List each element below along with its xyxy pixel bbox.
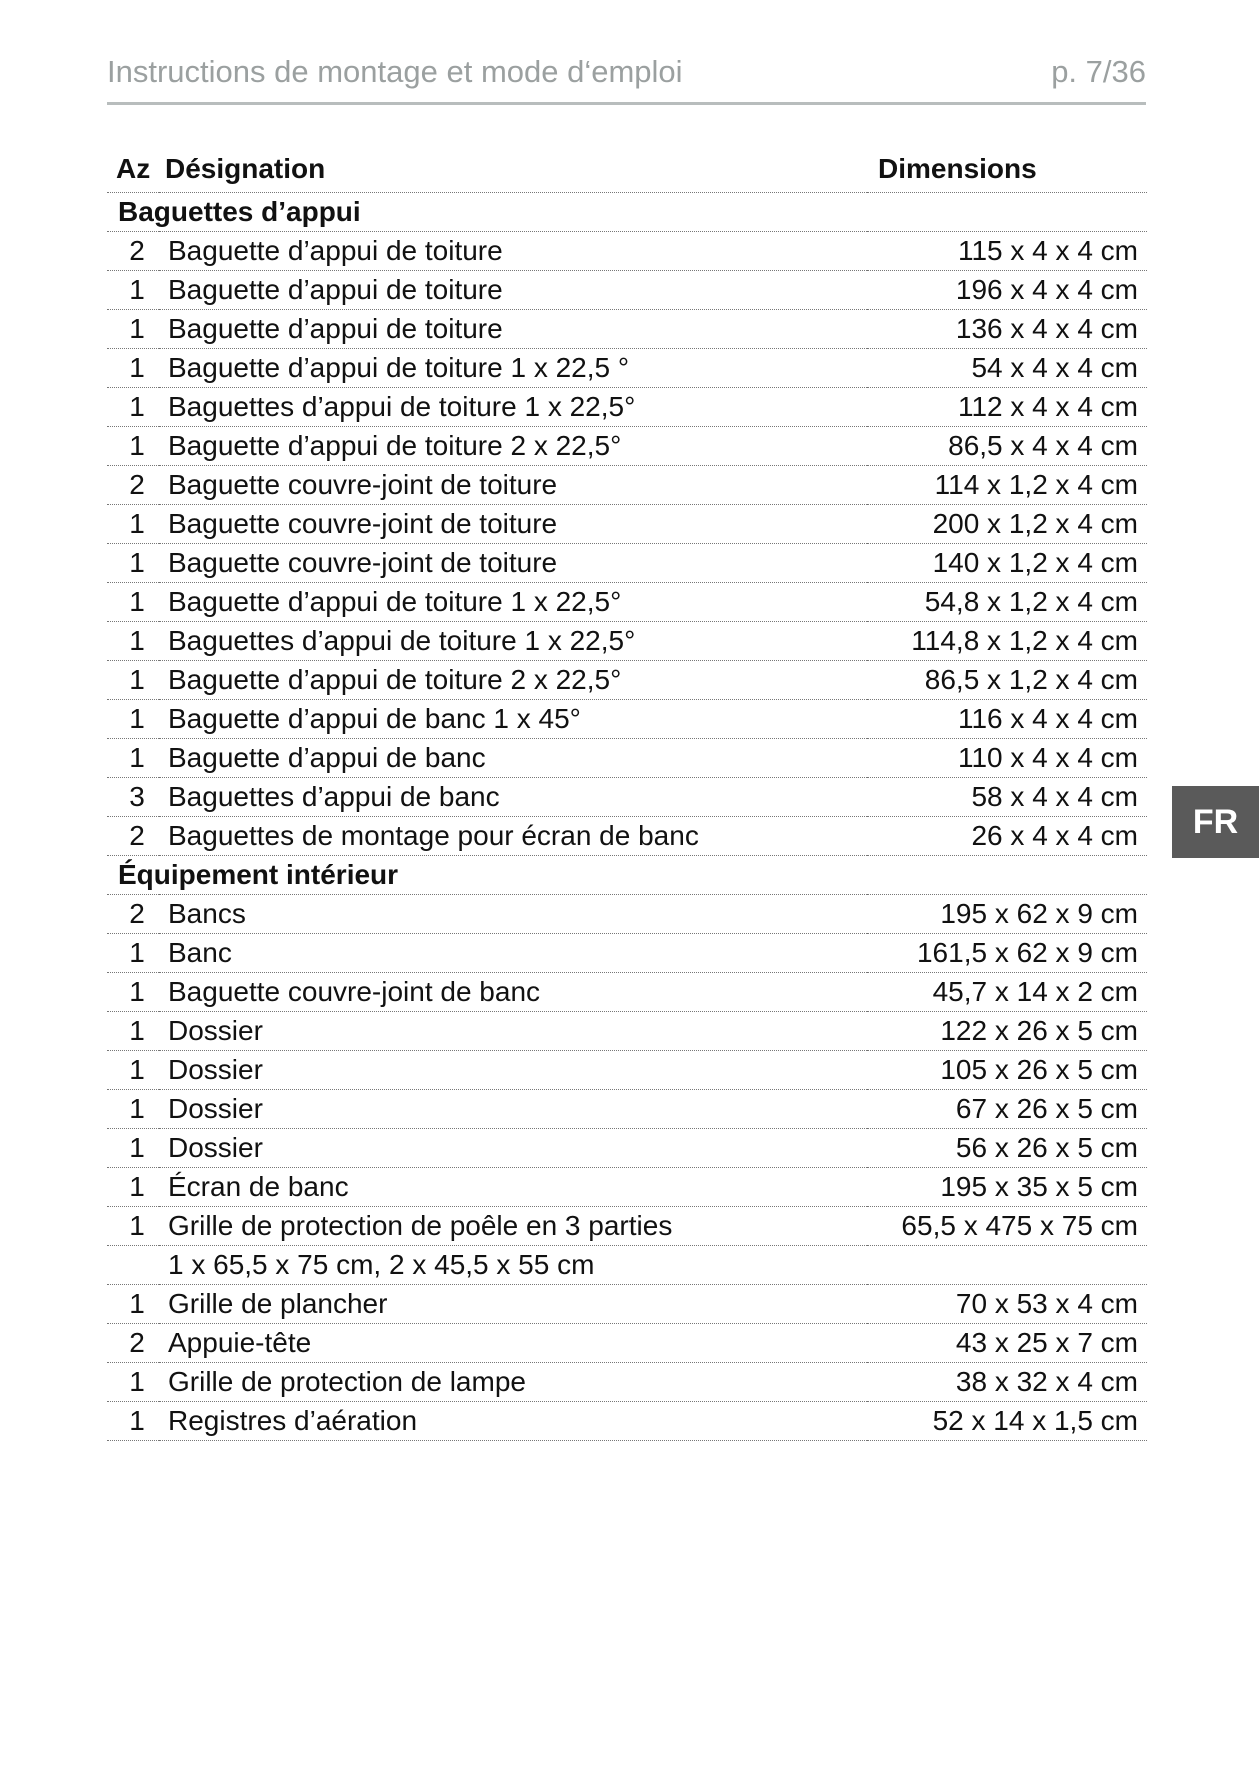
designation-cell: Baguette d’appui de toiture: [159, 232, 867, 271]
table-row: [107, 1285, 1147, 1324]
quantity-cell: 1: [107, 427, 159, 466]
dimensions-cell: 195 x 62 x 9 cm: [867, 895, 1147, 934]
dimensions-cell: [867, 1246, 1147, 1285]
designation-cell: 1 x 65,5 x 75 cm, 2 x 45,5 x 55 cm: [159, 1246, 867, 1285]
table-row: [107, 1246, 1147, 1285]
table-row: [107, 349, 1147, 388]
column-header-dimensions: Dimensions: [867, 146, 1147, 193]
table-row: [107, 505, 1147, 544]
dimensions-cell: 56 x 26 x 5 cm: [867, 1129, 1147, 1168]
table-row: [107, 817, 1147, 856]
designation-cell: Grille de protection de lampe: [159, 1363, 867, 1402]
section-title: Équipement intérieur: [107, 856, 1147, 895]
table-row: [107, 1324, 1147, 1363]
page-header: [107, 50, 1146, 105]
dimensions-cell: 70 x 53 x 4 cm: [867, 1285, 1147, 1324]
table-row: [107, 427, 1147, 466]
quantity-cell: 1: [107, 739, 159, 778]
designation-cell: Bancs: [159, 895, 867, 934]
table-row: [107, 232, 1147, 271]
designation-cell: Baguettes d’appui de toiture 1 x 22,5°: [159, 388, 867, 427]
designation-cell: Baguette d’appui de banc: [159, 739, 867, 778]
designation-cell: Écran de banc: [159, 1168, 867, 1207]
quantity-cell: 1: [107, 1207, 159, 1246]
quantity-cell: 1: [107, 934, 159, 973]
table-row: [107, 700, 1147, 739]
page-number: p. 7/36: [1051, 54, 1146, 89]
quantity-cell: 1: [107, 1168, 159, 1207]
designation-cell: Baguette couvre-joint de banc: [159, 973, 867, 1012]
designation-cell: Registres d’aération: [159, 1402, 867, 1441]
table-row: [107, 1012, 1147, 1051]
quantity-cell: 1: [107, 1090, 159, 1129]
quantity-cell: [107, 1246, 159, 1285]
quantity-cell: 3: [107, 778, 159, 817]
designation-cell: Baguette d’appui de toiture 1 x 22,5°: [159, 583, 867, 622]
language-tab: FR: [1172, 786, 1259, 858]
document-title: Instructions de montage et mode d‘emploi: [107, 54, 683, 89]
dimensions-cell: 54 x 4 x 4 cm: [867, 349, 1147, 388]
section-header-row: [107, 856, 1147, 895]
table-row: [107, 1363, 1147, 1402]
dimensions-cell: 114,8 x 1,2 x 4 cm: [867, 622, 1147, 661]
designation-cell: Dossier: [159, 1129, 867, 1168]
section-title: Baguettes d’appui: [107, 193, 1147, 232]
table-row: [107, 661, 1147, 700]
table-row: [107, 934, 1147, 973]
designation-cell: Grille de plancher: [159, 1285, 867, 1324]
quantity-cell: 1: [107, 661, 159, 700]
table-body: [107, 193, 1147, 1441]
column-header-designation: Désignation: [159, 146, 867, 193]
quantity-cell: 1: [107, 1363, 159, 1402]
quantity-cell: 2: [107, 1324, 159, 1363]
dimensions-cell: 140 x 1,2 x 4 cm: [867, 544, 1147, 583]
designation-cell: Baguette d’appui de toiture 2 x 22,5°: [159, 661, 867, 700]
quantity-cell: 1: [107, 388, 159, 427]
dimensions-cell: 105 x 26 x 5 cm: [867, 1051, 1147, 1090]
dimensions-cell: 45,7 x 14 x 2 cm: [867, 973, 1147, 1012]
table-row: [107, 778, 1147, 817]
quantity-cell: 1: [107, 505, 159, 544]
designation-cell: Banc: [159, 934, 867, 973]
quantity-cell: 1: [107, 1051, 159, 1090]
dimensions-cell: 196 x 4 x 4 cm: [867, 271, 1147, 310]
quantity-cell: 1: [107, 310, 159, 349]
dimensions-cell: 115 x 4 x 4 cm: [867, 232, 1147, 271]
dimensions-cell: 54,8 x 1,2 x 4 cm: [867, 583, 1147, 622]
quantity-cell: 2: [107, 466, 159, 505]
dimensions-cell: 86,5 x 4 x 4 cm: [867, 427, 1147, 466]
table-row: [107, 310, 1147, 349]
quantity-cell: 1: [107, 973, 159, 1012]
dimensions-cell: 43 x 25 x 7 cm: [867, 1324, 1147, 1363]
designation-cell: Baguette couvre-joint de toiture: [159, 466, 867, 505]
designation-cell: Baguette d’appui de toiture: [159, 310, 867, 349]
column-header-az: Az: [107, 146, 159, 193]
table-row: [107, 973, 1147, 1012]
quantity-cell: 2: [107, 817, 159, 856]
dimensions-cell: 114 x 1,2 x 4 cm: [867, 466, 1147, 505]
quantity-cell: 1: [107, 1129, 159, 1168]
designation-cell: Baguettes d’appui de toiture 1 x 22,5°: [159, 622, 867, 661]
quantity-cell: 1: [107, 271, 159, 310]
designation-cell: Appuie-tête: [159, 1324, 867, 1363]
dimensions-cell: 110 x 4 x 4 cm: [867, 739, 1147, 778]
designation-cell: Baguettes d’appui de banc: [159, 778, 867, 817]
dimensions-cell: 122 x 26 x 5 cm: [867, 1012, 1147, 1051]
table-row: [107, 388, 1147, 427]
dimensions-cell: 161,5 x 62 x 9 cm: [867, 934, 1147, 973]
dimensions-cell: 65,5 x 475 x 75 cm: [867, 1207, 1147, 1246]
table-row: [107, 895, 1147, 934]
table-row: [107, 1207, 1147, 1246]
table-row: [107, 544, 1147, 583]
quantity-cell: 2: [107, 232, 159, 271]
designation-cell: Dossier: [159, 1051, 867, 1090]
table-row: [107, 271, 1147, 310]
dimensions-cell: 58 x 4 x 4 cm: [867, 778, 1147, 817]
dimensions-cell: 38 x 32 x 4 cm: [867, 1363, 1147, 1402]
table-row: [107, 1051, 1147, 1090]
designation-cell: Grille de protection de poêle en 3 parties: [159, 1207, 867, 1246]
designation-cell: Baguette d’appui de toiture 2 x 22,5°: [159, 427, 867, 466]
quantity-cell: 1: [107, 1285, 159, 1324]
quantity-cell: 2: [107, 895, 159, 934]
quantity-cell: 1: [107, 544, 159, 583]
table-row: [107, 622, 1147, 661]
designation-cell: Baguettes de montage pour écran de banc: [159, 817, 867, 856]
designation-cell: Dossier: [159, 1090, 867, 1129]
table-row: [107, 583, 1147, 622]
table-row: [107, 1129, 1147, 1168]
dimensions-cell: 112 x 4 x 4 cm: [867, 388, 1147, 427]
dimensions-cell: 116 x 4 x 4 cm: [867, 700, 1147, 739]
designation-cell: Baguette d’appui de toiture: [159, 271, 867, 310]
designation-cell: Baguette d’appui de banc 1 x 45°: [159, 700, 867, 739]
quantity-cell: 1: [107, 583, 159, 622]
designation-cell: Baguette couvre-joint de toiture: [159, 544, 867, 583]
quantity-cell: 1: [107, 349, 159, 388]
dimensions-cell: 26 x 4 x 4 cm: [867, 817, 1147, 856]
table-row: [107, 1090, 1147, 1129]
quantity-cell: 1: [107, 1402, 159, 1441]
table-row: [107, 466, 1147, 505]
designation-cell: Baguette couvre-joint de toiture: [159, 505, 867, 544]
parts-list-table: [107, 146, 1147, 1441]
dimensions-cell: 136 x 4 x 4 cm: [867, 310, 1147, 349]
dimensions-cell: 86,5 x 1,2 x 4 cm: [867, 661, 1147, 700]
quantity-cell: 1: [107, 1012, 159, 1051]
quantity-cell: 1: [107, 700, 159, 739]
dimensions-cell: 67 x 26 x 5 cm: [867, 1090, 1147, 1129]
dimensions-cell: 52 x 14 x 1,5 cm: [867, 1402, 1147, 1441]
table-row: [107, 1402, 1147, 1441]
table-header-row: [107, 146, 1147, 193]
dimensions-cell: 195 x 35 x 5 cm: [867, 1168, 1147, 1207]
section-header-row: [107, 193, 1147, 232]
quantity-cell: 1: [107, 622, 159, 661]
designation-cell: Baguette d’appui de toiture 1 x 22,5 °: [159, 349, 867, 388]
designation-cell: Dossier: [159, 1012, 867, 1051]
table-row: [107, 739, 1147, 778]
dimensions-cell: 200 x 1,2 x 4 cm: [867, 505, 1147, 544]
table-row: [107, 1168, 1147, 1207]
